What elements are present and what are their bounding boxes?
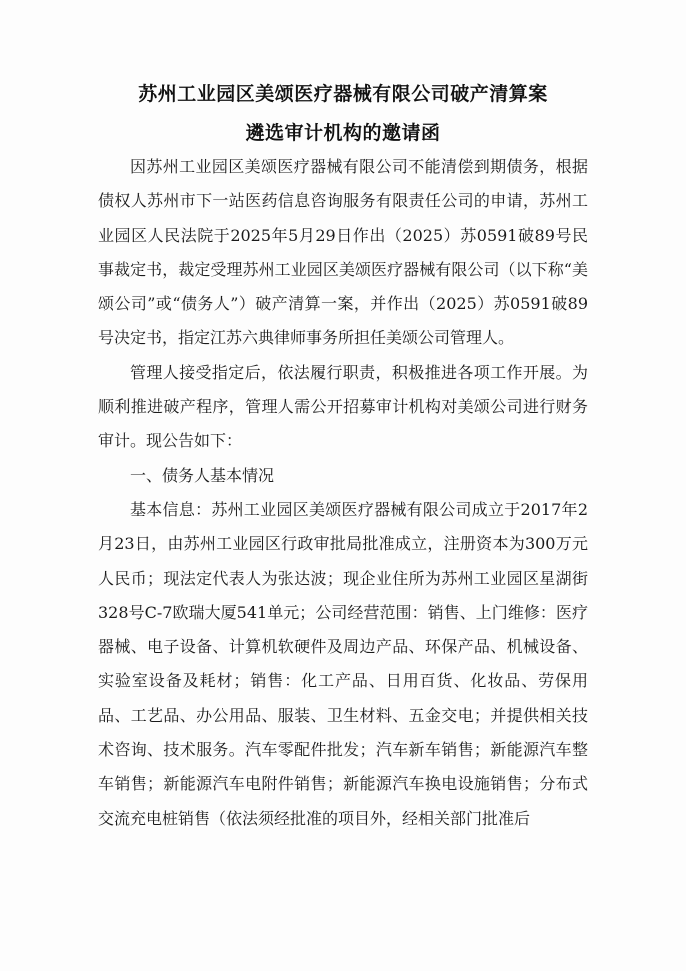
section-heading-debtor-info: 一、债务人基本情况 [130,465,275,485]
paragraph-announcement-intro: 管理人接受指定后，依法履行职责，积极推进各项工作开展。为顺利推进破产程序，管理人需公开招募审计机构对美颂公司进行财务审计。现公告如下： [98,362,588,451]
document-title-line2: 遴选审计机构的邀请函 [245,122,441,144]
paragraph-case-background: 因苏州工业园区美颂医疗器械有限公司不能清偿到期债务，根据债权人苏州市下一站医药信息咨询服务有限责任公司的申请，苏州工业园区人民法院于2025年5月29日作出（2025）苏0591破89号民事裁定书，裁定受理苏州工业园区美颂医疗器械有限公司（以下称“美颂公司”或“债务人”）破产清算一案，并作出（2025）苏0591破89号决定书，指定江苏六典律师事务所担任美颂公司管理人。 [98,157,588,348]
document-body [98,150,588,836]
paragraph-basic-info: 基本信息：苏州工业园区美颂医疗器械有限公司成立于2017年2月23日，由苏州工业园区行政审批局批准成立，注册资本为300万元人民币；现法定代表人为张达波；现企业住所为苏州工业园区星湖街328号C-7欧瑞大厦541单元；公司经营范围：销售、上门维修：医疗器械、电子设备、计算机软硬件及周边产品、环保产品、机械设备、实验室设备及耗材；销售：化工产品、日用百货、化妆品、劳保用品、工艺品、办公用品、服装、卫生材料、五金交电；并提供相关技术咨询、技术服务。汽车零配件批发；汽车新车销售；新能源汽车整车销售；新能源汽车电附件销售；新能源汽车换电设施销售；分布式交流充电桩销售（依法须经批准的项目外，经相关部门批准后 [98,499,588,828]
document-title-line1: 苏州工业园区美颂医疗器械有限公司破产清算案 [138,83,548,105]
